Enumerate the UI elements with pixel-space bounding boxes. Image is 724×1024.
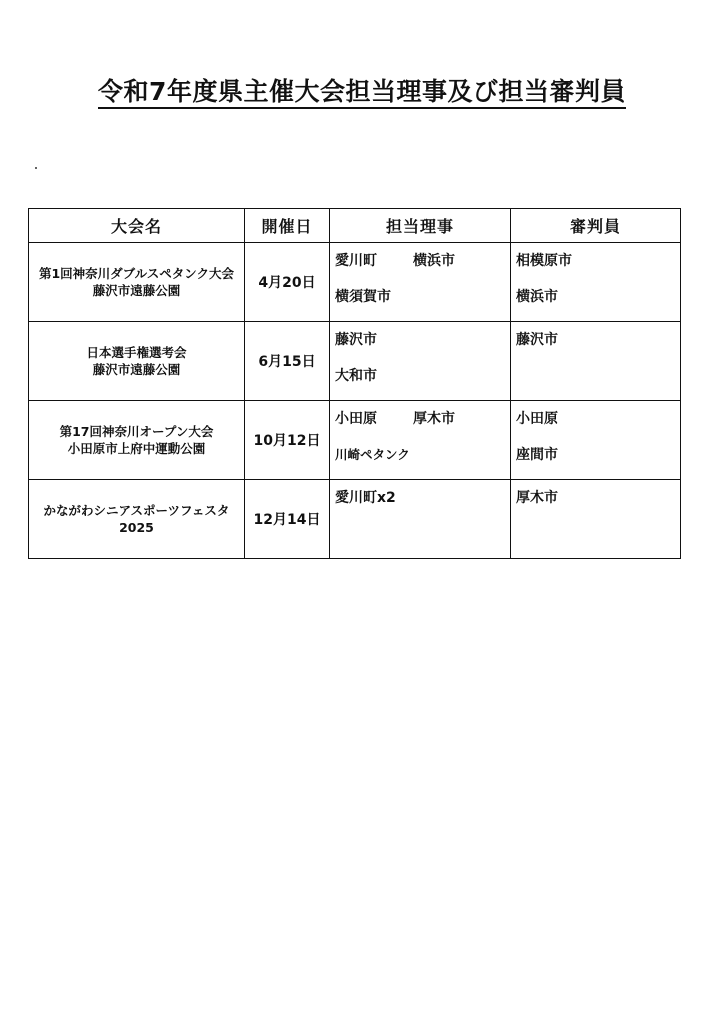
event-cell xyxy=(29,243,245,322)
header-event-name: 大会名 xyxy=(29,209,245,243)
table-row xyxy=(29,322,681,401)
event-venue: 藤沢市遠藤公園 xyxy=(92,362,181,377)
date-cell: 10月12日 xyxy=(245,401,330,480)
director: 愛川町 xyxy=(335,253,377,269)
page-title xyxy=(0,72,724,108)
director: 愛川町x2 xyxy=(335,490,396,506)
event-venue: 小田原市上府中運動公園 xyxy=(67,441,206,456)
table-header-row xyxy=(29,209,681,243)
date-cell: 6月15日 xyxy=(245,322,330,401)
table-row xyxy=(29,480,681,559)
page-title-text: 令和7年度県主催大会担当理事及び担当審判員 xyxy=(98,77,626,109)
event-cell xyxy=(29,480,245,559)
date-cell: 4月20日 xyxy=(245,243,330,322)
event-cell xyxy=(29,401,245,480)
director: 厚木市 xyxy=(413,411,455,427)
referees-cell xyxy=(511,480,681,559)
directors-cell xyxy=(330,401,511,480)
event-year: 2025 xyxy=(119,520,154,535)
directors-cell xyxy=(330,243,511,322)
referee: 厚木市 xyxy=(516,490,558,506)
scan-speck xyxy=(35,167,37,169)
table-row xyxy=(29,243,681,322)
director: 川崎ペタンク xyxy=(335,447,410,462)
referee: 藤沢市 xyxy=(516,332,558,348)
director: 大和市 xyxy=(335,368,377,384)
event-name: 第1回神奈川ダブルスペタンク大会 xyxy=(38,266,235,281)
table-row xyxy=(29,401,681,480)
event-cell xyxy=(29,322,245,401)
director-line xyxy=(330,409,510,429)
header-directors: 担当理事 xyxy=(330,209,511,243)
directors-cell xyxy=(330,480,511,559)
event-name: 第17回神奈川オープン大会 xyxy=(59,424,214,439)
date-cell: 12月14日 xyxy=(245,480,330,559)
event-venue: 藤沢市遠藤公園 xyxy=(92,283,181,298)
header-date: 開催日 xyxy=(245,209,330,243)
referee: 小田原 xyxy=(516,411,558,427)
referees-cell xyxy=(511,322,681,401)
director: 横浜市 xyxy=(413,253,455,269)
referee: 横浜市 xyxy=(516,289,558,305)
director: 小田原 xyxy=(335,411,377,427)
schedule-table xyxy=(28,208,681,559)
directors-cell xyxy=(330,322,511,401)
director-line xyxy=(330,287,510,307)
director: 藤沢市 xyxy=(335,332,377,348)
director: 横須賀市 xyxy=(335,289,391,305)
referee: 座間市 xyxy=(516,447,558,463)
director-line xyxy=(330,251,510,271)
event-name: 日本選手権選考会 xyxy=(86,345,187,360)
referee: 相模原市 xyxy=(516,253,572,269)
referees-cell xyxy=(511,243,681,322)
event-name: かながわシニアスポーツフェスタ xyxy=(43,503,230,518)
referees-cell xyxy=(511,401,681,480)
header-referees: 審判員 xyxy=(511,209,681,243)
